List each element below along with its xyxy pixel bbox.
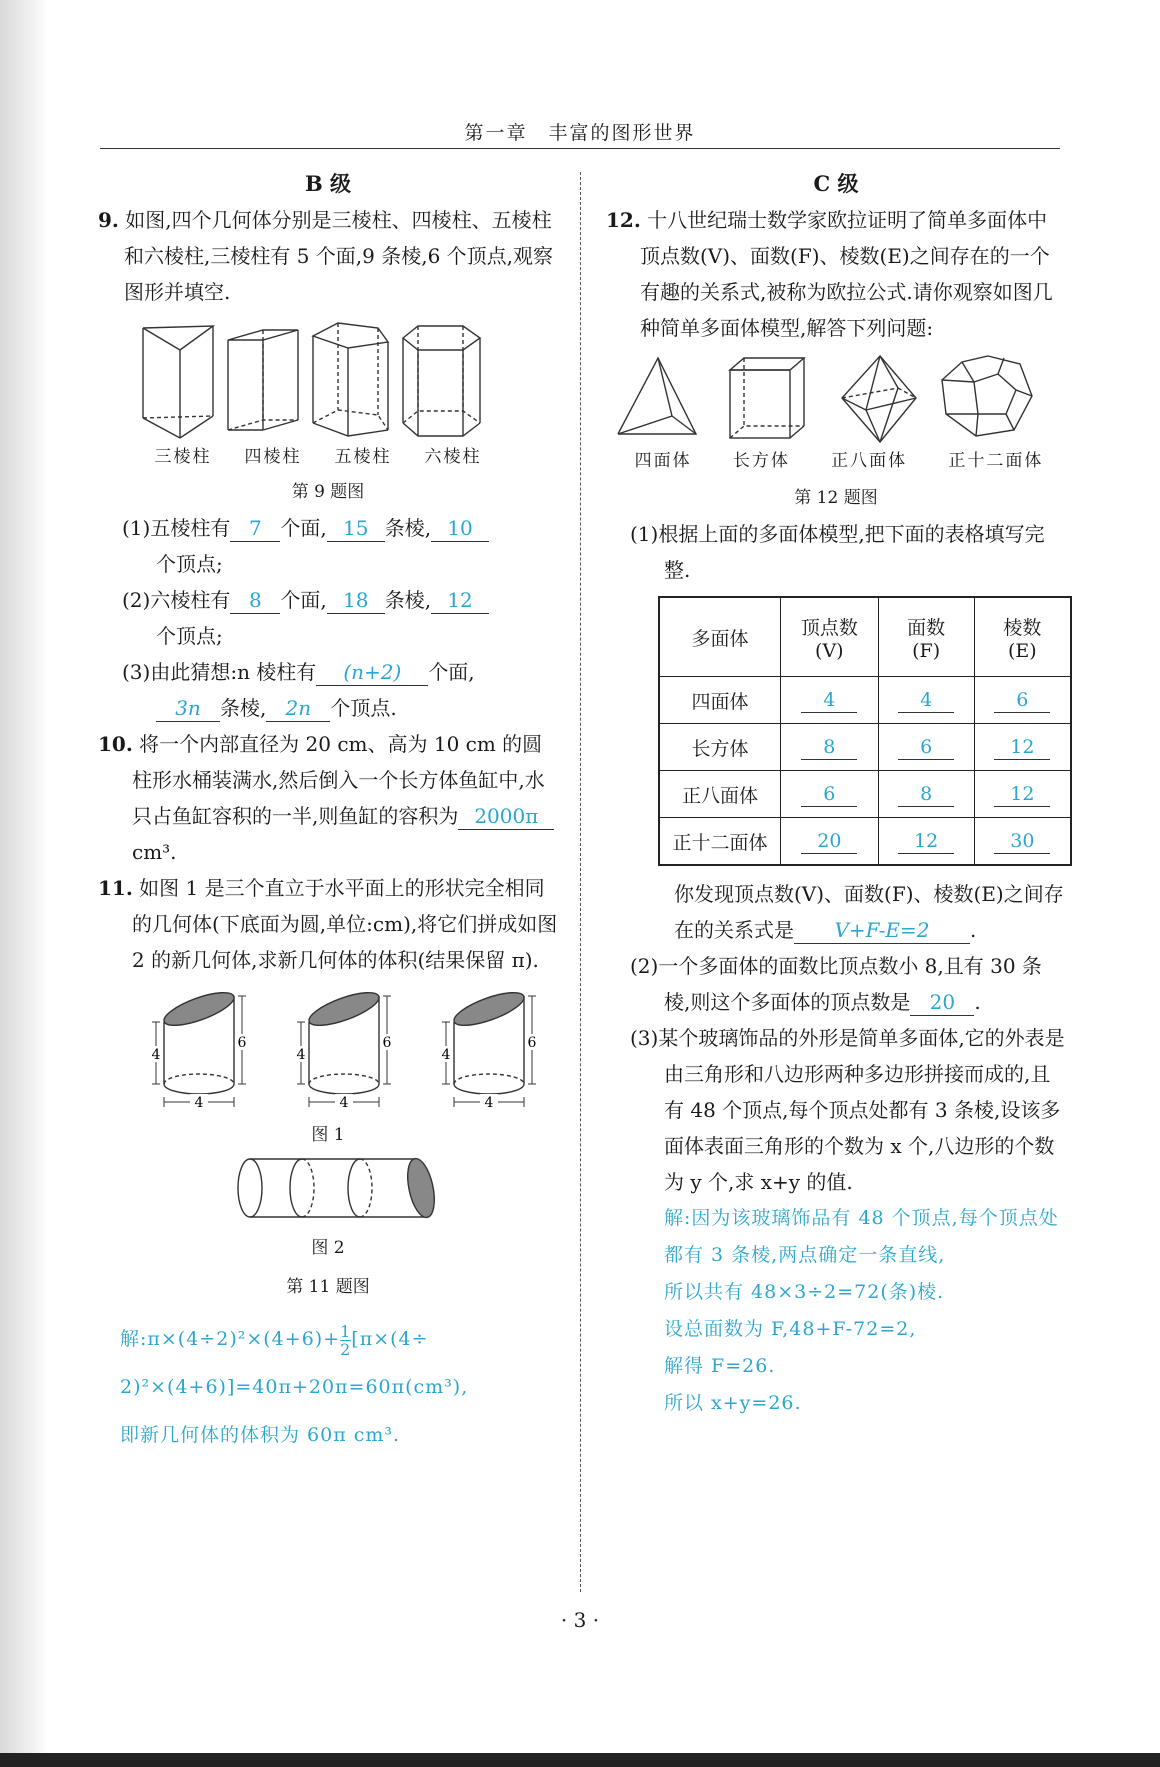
fig1b-base-width: 4 [339,1095,349,1111]
q9-p3-edges-answer: 3n [156,695,220,722]
question-10 [98,726,558,870]
fig12-label-4: 正十二面体 [948,451,1044,471]
fig1b-right-height: 6 [382,1035,392,1051]
cell-vertices: 6 [801,782,857,807]
q9-p1-t1: 个面, [280,516,327,540]
q9-p1-edges-answer: 15 [327,515,385,542]
fig12-caption: 第 12 题图 [794,488,878,508]
q9-part-1 [98,510,558,582]
q9-p1-t2: 条棱, [384,516,432,540]
q10-text: 将一个内部直径为 20 cm、高为 10 cm 的圆柱形水桶装满水,然后倒入一个长方体鱼缸中,水只占鱼缸容积的一半,则鱼缸的容积为 [132,732,545,828]
row-name: 正八面体 [659,771,781,818]
relation-text: 你发现顶点数(V)、面数(F)、棱数(E)之间存在的关系式是 [674,882,1064,942]
triangular-prism-shape [143,326,213,438]
q12-sol-line: 解得 F=26. [664,1355,776,1377]
page-number: · 3 · [560,1608,600,1632]
q12-relation: 你发现顶点数(V)、面数(F)、棱数(E)之间存在的关系式是 V+F-E=2 . [674,882,1064,942]
q9-p2-t2: 条棱, [384,588,432,612]
q11-sol-line-2: 2)²×(4+6)]=40π+20π=60π(cm³), [120,1376,469,1398]
q10-answer: 2000π [458,803,554,830]
fig1b-left-height: 4 [296,1047,306,1063]
fig12-label-2: 长方体 [732,451,790,471]
q12-figure [614,352,1064,471]
th-vertices-label: 顶点数 [800,616,858,639]
table-row [659,771,1071,818]
q11-figure-2 [236,1153,558,1223]
cuboid-shape [730,358,804,438]
cell-vertices: 20 [801,829,857,854]
q12-text: 十八世纪瑞士数学家欧拉证明了简单多面体中顶点数(V)、面数(F)、棱数(E)之间存在的一个有趣的关系式,被称为欧拉公式.请你观察如图几种简单多面体模型,解答下列问题: [640,208,1053,340]
question-11 [98,870,558,978]
fig9-label-1: 三棱柱 [154,447,212,467]
joined-cylinder-illustration [236,1153,446,1223]
cell-faces: 8 [898,782,954,807]
fig12-label-1: 四面体 [634,451,692,471]
fig2-caption: 图 2 [311,1238,345,1258]
polyhedra-table [658,596,1072,866]
table-row [659,724,1071,771]
right-column [606,168,1066,1422]
table-row [659,818,1071,866]
cell-vertices: 4 [801,688,857,713]
question-12 [606,202,1066,346]
fig11-caption: 第 11 题图 [286,1277,370,1297]
q12-sol-line: 解:因为该玻璃饰品有 48 个顶点,每个顶点处都有 3 条棱,两点确定一条直线, [664,1207,1059,1266]
q11-sol-line-3: 即新几何体的体积为 60π cm³. [120,1424,401,1446]
th-edges-symbol: (E) [1007,639,1037,662]
column-divider [580,172,581,1592]
fig9-label-3: 五棱柱 [334,447,392,467]
table-row [659,677,1071,724]
q9-p1-t3: 个顶点; [156,552,223,576]
q12-solution [664,1200,1066,1422]
cylinders-illustration [150,984,537,1114]
fig1c-left-height: 4 [441,1047,451,1063]
polyhedra-illustration [614,352,1064,444]
q9-part-2 [98,582,558,654]
fig1-base-width: 4 [194,1095,204,1111]
q11-solution [120,1315,558,1459]
q9-text: 如图,四个几何体分别是三棱柱、四棱柱、五棱柱和六棱柱,三棱柱有 5 个面,9 条棱,6 个顶点,观察图形并填空. [124,208,554,304]
dodecahedron-shape [942,356,1032,436]
th-edges [974,597,1071,677]
q12-sol-line: 设总面数为 F,48+F-72=2, [664,1318,917,1340]
cut-cylinder-shape-3 [440,986,538,1111]
th-vertices-symbol: (V) [815,639,844,662]
cell-faces: 6 [898,735,954,760]
row-name: 四面体 [659,677,781,724]
octahedron-shape [842,356,916,442]
th-faces-symbol: (F) [912,639,941,662]
q9-p2-vertices-answer: 12 [431,587,489,614]
q9-p2-faces-answer: 8 [230,587,280,614]
prisms-illustration [138,318,498,438]
fig1c-right-height: 6 [527,1035,537,1051]
pentagonal-prism-shape [313,323,388,436]
frac-numerator: 1 [340,1321,352,1341]
q9-p1-vertices-answer: 10 [431,515,489,542]
th-edges-label: 棱数 [1003,616,1042,639]
q9-p3-faces-answer: (n+2) [316,659,428,686]
th-faces [878,597,974,677]
row-name: 正十二面体 [659,818,781,866]
q9-p2-prefix: (2)六棱柱有 [122,588,231,612]
q9-p3-prefix: (3)由此猜想:n 棱柱有 [122,660,317,684]
q9-p3-t1: 个面, [428,660,475,684]
q9-part-3 [98,654,558,726]
hexagonal-prism-shape [403,326,480,436]
cell-edges: 6 [994,688,1050,713]
question-9 [98,202,558,310]
q11-sol-fraction [340,1323,351,1358]
level-c-heading: C 级 [813,171,859,196]
q12-part-2: (2)一个多面体的面数比顶点数小 8,且有 30 条棱,则这个多面体的顶点数是 20 . [630,954,1042,1014]
page-binding-shadow [0,0,48,1767]
chapter-header: 第一章 丰富的图形世界 [464,122,696,144]
cell-edges: 12 [994,782,1050,807]
q9-number: 9. [98,208,119,232]
relation-answer: V+F-E=2 [794,917,970,944]
cut-cylinder-shape-2 [295,986,393,1111]
cell-vertices: 8 [801,735,857,760]
fig1-right-height: 6 [237,1035,247,1051]
q10-unit: cm³. [132,840,177,864]
fig12-label-3: 正八面体 [831,451,908,471]
fig9-label-4: 六棱柱 [424,447,482,467]
q9-p1-prefix: (1)五棱柱有 [122,516,231,540]
q9-p1-faces-answer: 7 [230,515,280,542]
th-polyhedron: 多面体 [659,597,781,677]
q11-figure-1 [150,984,558,1114]
q10-number: 10. [98,732,133,756]
q12-part-1: (1)根据上面的多面体模型,把下面的表格填写完整. [630,522,1045,582]
fig1c-base-width: 4 [484,1095,494,1111]
bottom-scan-edge [0,1753,1160,1767]
cell-edges: 30 [994,829,1050,854]
th-faces-label: 面数 [907,616,946,639]
fig9-caption: 第 9 题图 [291,482,365,502]
q12-p2-answer: 20 [910,989,974,1016]
header-rule [100,148,1060,149]
tetrahedron-shape [618,358,696,434]
q12-number: 12. [606,208,641,232]
q9-p2-t1: 个面, [280,588,327,612]
quadrilateral-prism-shape [228,330,298,430]
th-vertices [781,597,879,677]
q9-figure [138,318,498,467]
fig1-caption: 图 1 [311,1125,345,1145]
fig1-left-height: 4 [151,1047,161,1063]
q9-p3-vertices-answer: 2n [266,695,330,722]
row-name: 长方体 [659,724,781,771]
q9-p3-t2: 条棱, [220,696,267,720]
q12-part-3: (3)某个玻璃饰品的外形是简单多面体,它的外表是由三角形和八边形两种多边形拼接而成的,且有 48 个顶点,每个顶点处都有 3 条棱,设该多面体表面三角形的个数为 x 个,八边形的个数为 y 个,求 x+y 的值. [630,1026,1065,1194]
cell-edges: 12 [994,735,1050,760]
cut-cylinder-shape [150,986,248,1111]
cell-faces: 12 [898,829,954,854]
q11-sol-part-a: 解:π×(4÷2)²×(4+6)+ [120,1328,341,1350]
q11-sol-part-b: [π×(4÷ [351,1328,429,1350]
q12-p2-text: (2)一个多面体的面数比顶点数小 8,且有 30 条棱,则这个多面体的顶点数是 [630,954,1042,1014]
q11-number: 11. [98,876,133,900]
q9-p2-edges-answer: 18 [327,587,385,614]
q12-sol-line: 所以 x+y=26. [664,1392,802,1414]
cell-faces: 4 [898,688,954,713]
table-header-row [659,597,1071,677]
q9-p3-t3: 个顶点. [330,696,397,720]
q9-p2-t3: 个顶点; [156,624,223,648]
left-column [98,168,558,1459]
q11-text: 如图 1 是三个直立于水平面上的形状完全相同的几何体(下底面为圆,单位:cm),将它们拼成如图 2 的新几何体,求新几何体的体积(结果保留 π). [132,876,558,972]
frac-denominator: 2 [340,1339,352,1359]
fig9-label-2: 四棱柱 [244,447,302,467]
level-b-heading: B 级 [304,171,352,196]
q12-sol-line: 所以共有 48×3÷2=72(条)棱. [664,1281,945,1303]
